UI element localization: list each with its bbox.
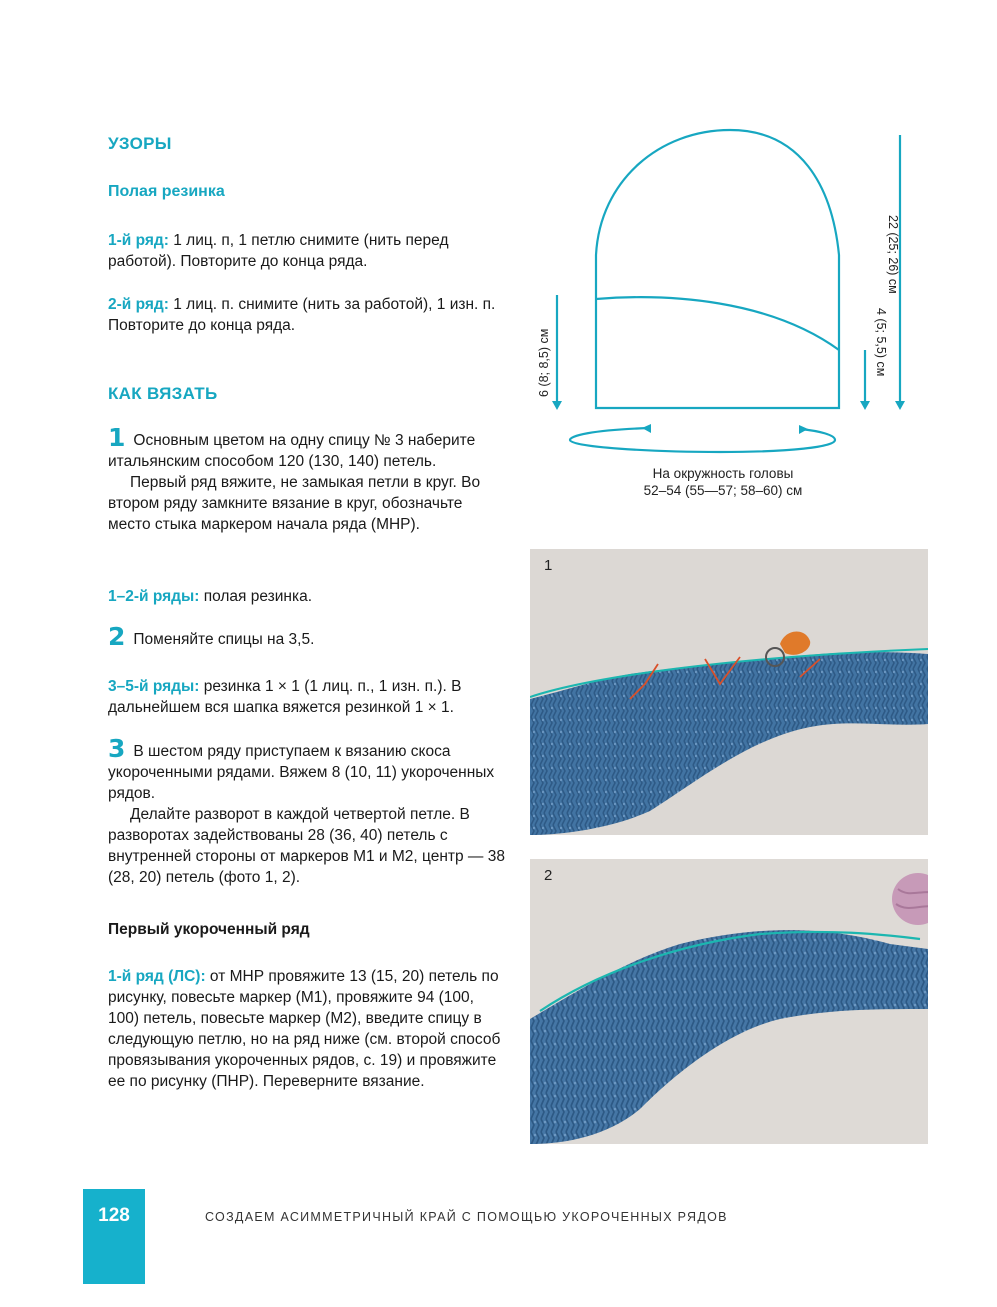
yarn-ball	[892, 873, 928, 925]
row-label: 1-й ряд:	[108, 232, 169, 249]
row-text: от МНР провяжите 13 (15, 20) петель по рисунку, повесьте маркер (М1), провяжите 94 (100, 100) петель, повесьте маркер (М2), введите спицу в следующую петлю, но на ряд ниже (см. второй способ провязывания укороченных рядов, с. 19) и провяжите ее по рисунку (ПНР). Переверните вязание.	[108, 968, 501, 1090]
row-text: 1 лиц. п, 1 петлю снимите (нить перед работой). Повторите до конца ряда.	[108, 232, 449, 270]
pattern-row-1	[108, 230, 508, 272]
hat-diagram	[530, 125, 930, 455]
right-height-label: 4 (5; 5,5) см	[874, 308, 888, 377]
row-label: 1-й ряд (ЛС):	[108, 968, 206, 985]
page-number: 128	[98, 1205, 130, 1226]
step-text-2: Первый ряд вяжите, не замыкая петли в круг. Во втором ряду замкните вязание в круг, обозначьте место стыка маркером начала ряда (МНР).	[108, 474, 481, 533]
section-title-howto: КАК ВЯЗАТЬ	[108, 384, 218, 403]
photo-2	[530, 859, 928, 1144]
photo-2-knitting	[530, 859, 928, 1144]
marker-orange	[780, 632, 810, 655]
left-arrow-head	[552, 401, 562, 410]
row-label: 3–5-й ряды:	[108, 678, 200, 695]
row-text: 1 лиц. п. снимите (нить за работой), 1 изн. п. Повторите до конца ряда.	[108, 296, 496, 334]
photo-number: 2	[544, 867, 553, 884]
rows-1-2	[108, 586, 508, 607]
short-row-1	[108, 966, 508, 1092]
hat-outline	[596, 130, 839, 408]
caption-line-2: 52–54 (55—57; 58–60) см	[643, 483, 803, 498]
step-number: 1	[108, 423, 126, 452]
step-text: В шестом ряду приступаем к вязанию скоса укороченными рядами. Вяжем 8 (10, 11) укороченных рядов.	[108, 743, 495, 802]
caption-line-1: На окружность головы	[652, 466, 794, 481]
height-arrow-head	[895, 401, 905, 410]
row-text: полая резинка.	[199, 588, 313, 605]
knitted-band	[530, 652, 928, 835]
circumference-ellipse	[570, 428, 835, 452]
short-row-title: Первый укороченный ряд	[108, 921, 310, 938]
step-3	[108, 734, 508, 888]
right-arrow-head	[860, 401, 870, 410]
ellipse-arrow-right	[799, 425, 808, 434]
step-text: Поменяйте спицы на 3,5.	[133, 631, 315, 648]
section-title-patterns: УЗОРЫ	[108, 134, 172, 153]
row-label: 2-й ряд:	[108, 296, 169, 313]
subtitle-hollow-rib: Полая резинка	[108, 183, 225, 200]
running-title: СОЗДАЕМ АСИММЕТРИЧНЫЙ КРАЙ С ПОМОЩЬЮ УКОРОЧЕННЫХ РЯДОВ	[205, 1210, 728, 1224]
photo-1	[530, 549, 928, 835]
page-number-tab	[83, 1189, 145, 1284]
left-height-label: 6 (8; 8,5) см	[537, 328, 551, 397]
knitted-band	[530, 930, 928, 1144]
ellipse-arrow-left	[642, 424, 651, 433]
row-label: 1–2-й ряды:	[108, 588, 200, 605]
step-number: 2	[108, 622, 126, 651]
row-text: резинка 1 × 1 (1 лиц. п., 1 изн. п.). В дальнейшем вся шапка вяжется резинкой 1 × 1.	[108, 678, 462, 716]
hat-slope-line	[596, 297, 839, 350]
step-1	[108, 423, 508, 535]
step-number: 3	[108, 734, 126, 763]
step-2	[108, 622, 508, 651]
photo-number: 1	[544, 557, 553, 574]
diagram-caption	[583, 465, 863, 499]
pattern-row-2	[108, 294, 508, 336]
photo-1-knitting	[530, 549, 928, 835]
step-text: Основным цветом на одну спицу № 3 наберите итальянским способом 120 (130, 140) петель.	[108, 432, 476, 470]
rows-3-5	[108, 676, 508, 718]
height-label: 22 (25; 26) см	[886, 215, 900, 294]
step-text-2: Делайте разворот в каждой четвертой петле. В разворотах задействованы 28 (36, 40) петель с внутренней стороны от маркеров М1 и М2, центр — 38 (28, 20) петель (фото 1, 2).	[108, 806, 505, 886]
